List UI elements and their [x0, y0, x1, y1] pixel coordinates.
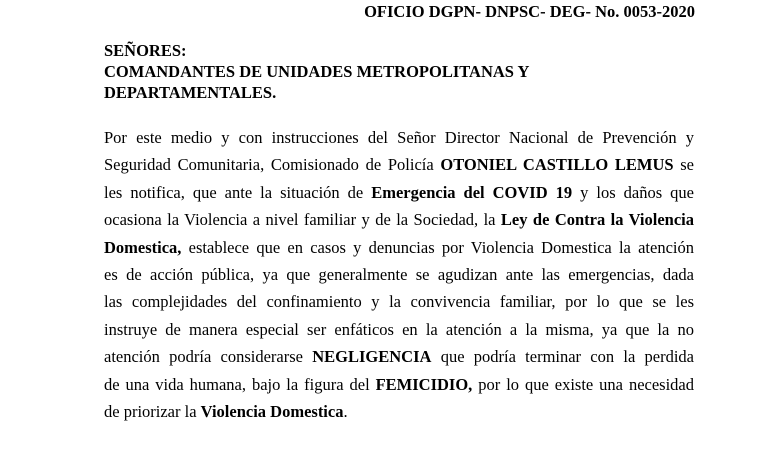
- femicide-highlight: FEMICIDIO,: [375, 374, 473, 394]
- body-line-3: les notifica, que ante la situación de Emergencia del COVID 19 y los daños que: [104, 182, 694, 202]
- law-name-highlight-cont: Domestica,: [104, 237, 182, 257]
- office-number: OFICIO DGPN- DNPSC- DEG- No. 0053-2020: [364, 2, 695, 21]
- domestic-violence-highlight: Violencia Domestica: [200, 401, 344, 421]
- emergency-covid-highlight: Emergencia del COVID 19: [371, 182, 573, 202]
- addressee-salutation: SEÑORES:: [104, 41, 187, 60]
- body-line-5: Domestica, establece que en casos y denuncias por Violencia Domestica la atención: [104, 237, 694, 257]
- body-line-7: las complejidades del confinamiento y la convivencia familiar, por lo que se les: [104, 292, 694, 312]
- body-line-10: de una vida humana, bajo la figura del FEMICIDIO, por lo que existe una necesidad: [104, 374, 694, 394]
- law-name-highlight: Ley de Contra la Violencia: [500, 210, 694, 230]
- body-line-9: atención podría considerarse NEGLIGENCIA que podría terminar con la perdida: [104, 347, 694, 367]
- body-line-8: instruye de manera especial ser enfáticos en la atención a la misma, ya que la no: [104, 319, 694, 339]
- negligence-highlight: NEGLIGENCIA: [312, 347, 432, 367]
- addressee-recipients: COMANDANTES DE UNIDADES METROPOLITANAS Y: [104, 62, 530, 81]
- body-line-4: ocasiona la Violencia a nivel familiar y de la Sociedad, la Ley de Contra la Violencia: [104, 210, 694, 230]
- body-line-11: de priorizar la Violencia Domestica.: [104, 401, 348, 421]
- body-paragraph: [104, 124, 694, 425]
- body-line-1: Por este medio y con instrucciones del Señor Director Nacional de Prevención y: [104, 128, 694, 147]
- body-line-2: Seguridad Comunitaria, Comisionado de Policía OTONIEL CASTILLO LEMUS se: [104, 155, 694, 175]
- addressee-block: [104, 40, 704, 103]
- addressee-recipients-cont: DEPARTAMENTALES.: [104, 83, 277, 102]
- body-line-6: es de acción pública, ya que generalmente se agudizan ante las emergencias, dada: [104, 264, 694, 284]
- commissioner-name: OTONIEL CASTILLO LEMUS: [440, 155, 674, 175]
